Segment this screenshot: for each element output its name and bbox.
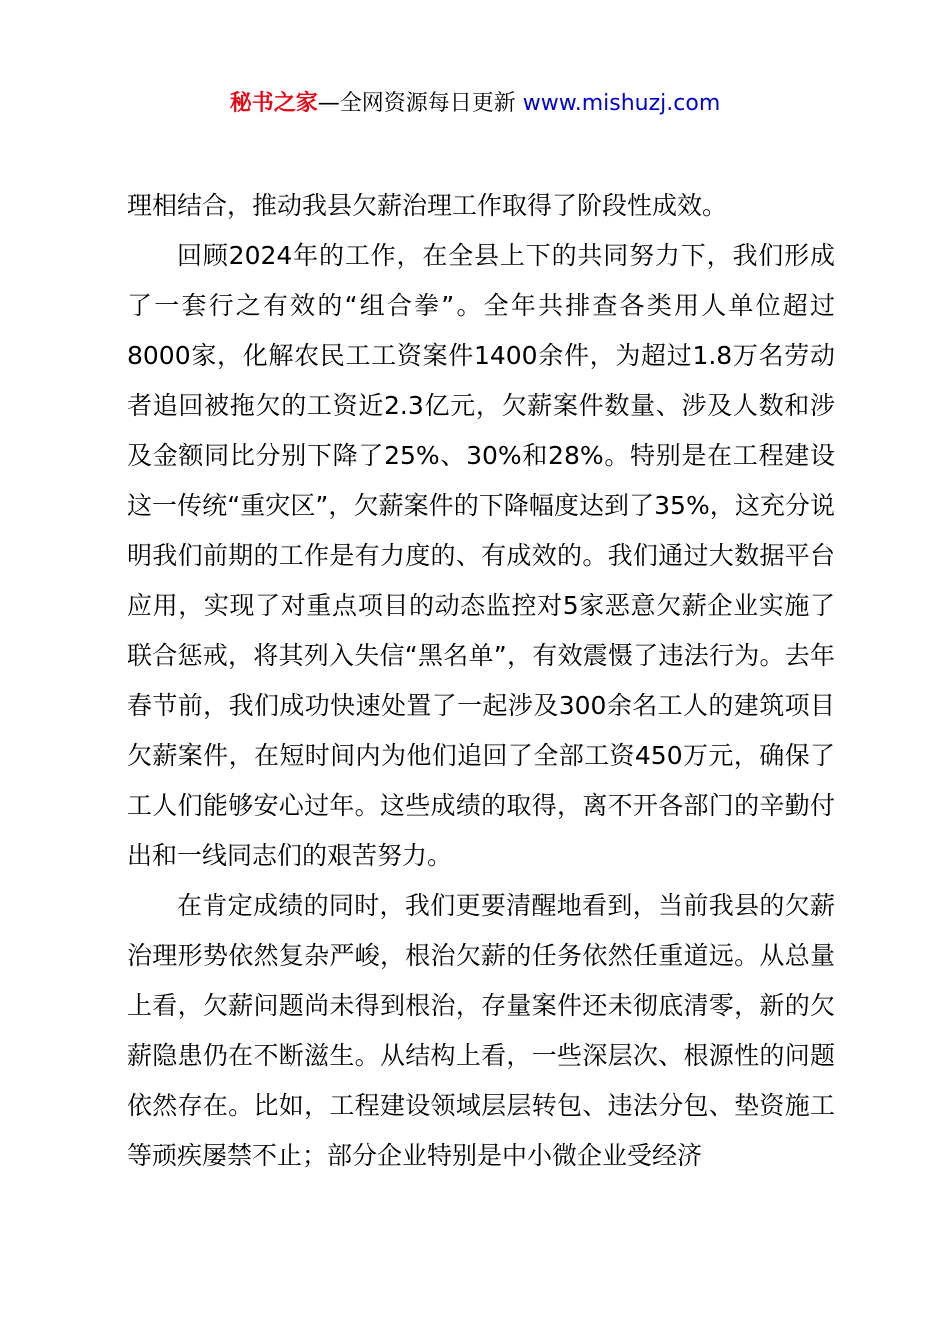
header-tagline: —全网资源每日更新 [317,91,523,116]
page-header [0,88,950,120]
paragraph-continuation: 理相结合，推动我县欠薪治理工作取得了阶段性成效。 [127,191,728,220]
brand-name: 秘书之家 [229,91,318,116]
site-url-link[interactable]: www.mishuzj.com [522,91,721,116]
paragraph-review-2024: 回顾2024年的工作，在全县上下的共同努力下，我们形成了一套行之有效的“组合拳”。全年共排查各类用人单位超过8000家，化解农民工工资案件1400余件，为超过1.8万名劳动者追回被拖欠的工资近2.3亿元，欠薪案件数量、涉及人数和涉及金额同比分别下降了25%、30%和28%。特别是在工程建设这一传统“重灾区”，欠薪案件的下降幅度达到了35%，这充分说明我们前期的工作是有力度的、有成效的。我们通过大数据平台应用，实现了对重点项目的动态监控对5家恶意欠薪企业实施了联合惩戒，将其列入失信“黑名单”，有效震慑了违法行为。去年春节前，我们成功快速处置了一起涉及300余名工人的建筑项目欠薪案件，在短时间内为他们追回了全部工资450万元，确保了工人们能够安心过年。这些成绩的取得，离不开各部门的辛勤付出和一线同志们的艰苦努力。 [127,241,835,870]
document-body [127,181,835,1181]
paragraph-current-situation: 在肯定成绩的同时，我们更要清醒地看到，当前我县的欠薪治理形势依然复杂严峻，根治欠薪的任务依然任重道远。从总量上看，欠薪问题尚未得到根治，存量案件还未彻底清零，新的欠薪隐患仍在不断滋生。从结构上看，一些深层次、根源性的问题依然存在。比如，工程建设领域层层转包、违法分包、垫资施工等顽疾屡禁不止；部分企业特别是中小微企业受经济 [127,891,835,1170]
